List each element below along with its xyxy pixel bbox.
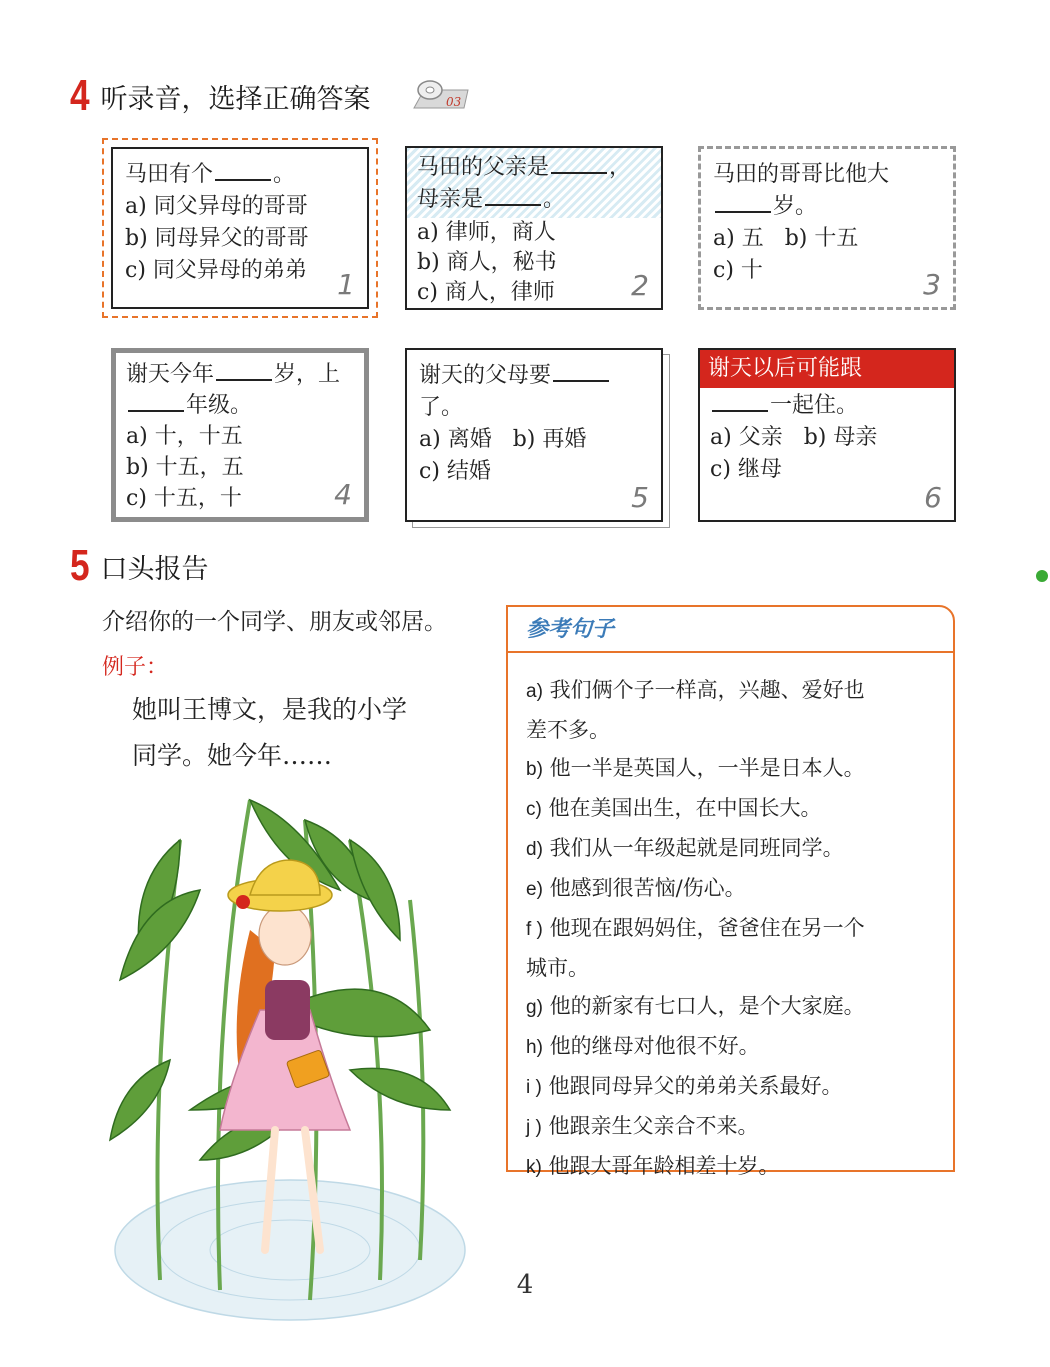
example-line-2: 同学。她今年……: [132, 741, 333, 770]
option-c[interactable]: c) 结婚: [419, 459, 491, 484]
option-a[interactable]: a) 父亲: [710, 425, 783, 450]
option-c[interactable]: c) 十五，十: [126, 486, 242, 511]
reference-item: b) 他一半是英国人，一半是日本人。: [526, 756, 865, 780]
audio-track-number: 03: [446, 95, 462, 109]
section-5-header: [70, 541, 209, 590]
option-c[interactable]: c) 同父异母的弟弟: [125, 258, 307, 283]
reference-item-continued: 城市。: [526, 956, 589, 980]
reference-item: h) 他的继母对他很不好。: [526, 1034, 760, 1058]
reference-item: g) 他的新家有七口人，是个大家庭。: [526, 994, 865, 1018]
question-3-stem: 马田的哥哥比他大: [713, 162, 890, 187]
hat-flower: [236, 895, 250, 909]
reference-item: k) 他跟大哥年龄相差十岁。: [526, 1154, 780, 1178]
option-c[interactable]: c) 商人，律师: [417, 280, 555, 305]
option-a[interactable]: a) 十，十五: [126, 424, 243, 449]
question-number: 3: [923, 268, 941, 301]
section-number: 5: [70, 541, 90, 590]
question-4-stem: 谢天今年 岁，上: [126, 359, 354, 390]
question-2-box: [405, 146, 663, 310]
option-b[interactable]: b) 再婚: [512, 427, 587, 452]
answer-blank[interactable]: [215, 159, 271, 181]
option-b[interactable]: b) 同母异父的哥哥: [125, 226, 309, 251]
section-title: 听录音，选择正确答案: [100, 83, 371, 115]
option-a[interactable]: a) 同父异母的哥哥: [125, 194, 308, 219]
girl-among-leaves-illustration: [100, 780, 480, 1340]
reference-item-continued: 差不多。: [526, 718, 610, 742]
reference-title: 参考句子: [508, 607, 953, 653]
page-number: 4: [516, 1270, 534, 1300]
answer-blank[interactable]: [553, 360, 609, 382]
reference-item: c) 他在美国出生，在中国长大。: [526, 796, 822, 820]
answer-blank[interactable]: [128, 390, 184, 412]
question-number: 5: [631, 481, 649, 514]
reference-item: i ) 他跟同母异父的弟弟关系最好。: [526, 1074, 843, 1098]
option-b[interactable]: b) 母亲: [803, 425, 878, 450]
question-5-stem-end: 了。: [419, 395, 464, 420]
question-1-box: [111, 147, 369, 309]
question-number: 6: [924, 481, 942, 514]
reference-item: f ) 他现在跟妈妈住，爸爸住在另一个: [526, 916, 865, 940]
option-a[interactable]: a) 离婚: [419, 427, 492, 452]
answer-blank[interactable]: [551, 152, 607, 174]
girl-jacket: [265, 980, 310, 1040]
question-number: 4: [334, 478, 352, 511]
reference-item: j ) 他跟亲生父亲合不来。: [526, 1114, 759, 1138]
example-label: 例子：: [102, 655, 169, 680]
oral-report-prompt: 介绍你的一个同学、朋友或邻居。: [102, 609, 447, 635]
question-2-stem: 马田的父亲是 ， 母亲是 。: [407, 148, 661, 218]
question-6-box: 谢天以后可能跟 一起住。 a) 父亲 b) 母亲 c) 继母 6: [698, 348, 956, 522]
question-3-box: 马田的哥哥比他大 岁。 a) 五 b) 十五 c) 十 3: [698, 146, 956, 310]
question-5-stem: 谢天的父母要: [419, 360, 649, 392]
section-title: 口头报告: [100, 553, 209, 585]
question-4-box: 谢天今年 岁，上 年级。 a) 十，十五 b) 十五，五 c) 十五，十 4: [111, 348, 369, 522]
option-c[interactable]: c) 继母: [710, 457, 782, 482]
reference-item: a) 我们俩个子一样高，兴趣、爱好也: [526, 678, 865, 702]
answer-blank[interactable]: [485, 184, 541, 206]
reference-list: [508, 653, 953, 1187]
option-b[interactable]: b) 商人，秘书: [417, 250, 557, 275]
girl-face: [259, 905, 311, 965]
example-line-1: 她叫王博文，是我的小学: [132, 695, 408, 724]
reference-sentences-box: [506, 605, 955, 1178]
reference-item: d) 我们从一年级起就是同班同学。: [526, 836, 844, 860]
option-c[interactable]: c) 十: [713, 258, 763, 283]
question-1-stem: 马田有个 。: [125, 159, 355, 191]
question-number: 1: [337, 268, 355, 301]
answer-blank[interactable]: [715, 191, 771, 213]
green-dot-marker: [1036, 570, 1048, 582]
question-6-stem: 谢天以后可能跟: [700, 350, 954, 388]
question-number: 2: [631, 269, 649, 302]
option-a[interactable]: a) 律师，商人: [417, 220, 556, 245]
answer-blank[interactable]: [216, 359, 272, 381]
section-4-header: [70, 71, 371, 120]
reference-item: e) 他感到很苦恼/伤心。: [526, 876, 746, 900]
option-b[interactable]: b) 十五，五: [126, 455, 244, 480]
answer-blank[interactable]: [712, 390, 768, 412]
option-a[interactable]: a) 五: [713, 226, 764, 251]
audio-cd-icon[interactable]: [408, 78, 470, 112]
option-b[interactable]: b) 十五: [784, 226, 859, 251]
section-number: 4: [70, 71, 90, 120]
question-5-box: [405, 348, 663, 522]
